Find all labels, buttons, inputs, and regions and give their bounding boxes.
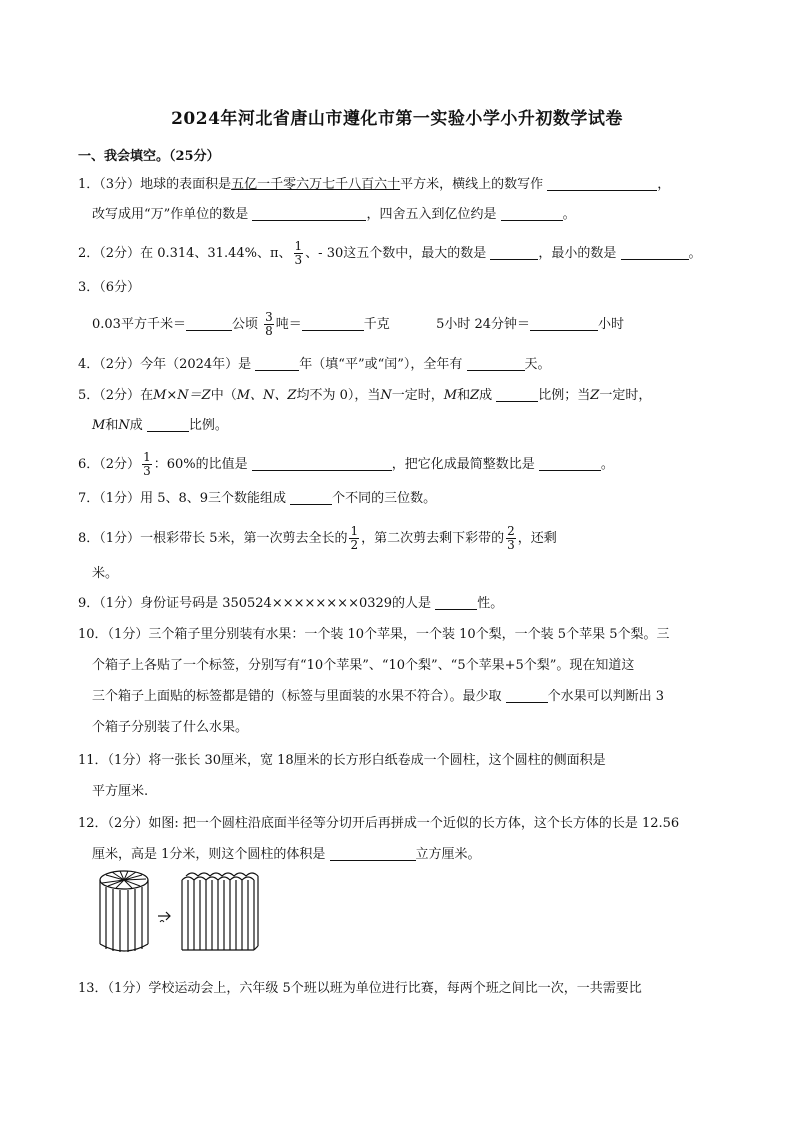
question-3-header: 3．（6分） [78, 280, 141, 295]
question-2: 2．（2分）在 0.314、31.44%、π、 $\frac{1}{3}$ 、- 30这五个数中，最大的数是 ，最小的数是 。 [78, 239, 702, 267]
answer-blank[interactable] [530, 316, 598, 331]
question-3-body: 0.03平方千米＝ 公顷 $\frac{3}{8}$ 吨＝ 千克 5小时 24分钟＝ 小时 [92, 310, 625, 338]
cylinder-drawing [100, 871, 148, 952]
question-8-line-1: 8．（1分）一根彩带长 5米，第一次剪去全长的 $\frac{1}{2}$ ，第二次剪去剩下彩带的 $\frac{2}{3}$ ，还剩 [78, 524, 557, 552]
answer-blank[interactable] [506, 688, 548, 703]
question-4: 4．（2分）今年（2024年）是 年（填“平”或“闰”），全年有 天。 [78, 357, 551, 372]
question-10-line-3: 三个箱子上面贴的标签都是错的（标签与里面装的水果不符合）。最少取 个水果可以判断出 3 [92, 689, 665, 704]
question-12-line-2: 厘米，高是 1分米，则这个圆柱的体积是 立方厘米。 [92, 847, 481, 862]
answer-blank[interactable] [252, 456, 392, 471]
answer-blank[interactable] [501, 206, 563, 221]
question-12-line-1: 12．（2分）如图: 把一个圆柱沿底面半径等分切开后再拼成一个近似的长方体，这个长方体的长是 12.56 [78, 816, 680, 831]
question-8-line-2: 米。 [92, 566, 119, 581]
answer-blank[interactable] [539, 456, 601, 471]
answer-blank[interactable] [302, 316, 364, 331]
question-10-line-4: 个箱子分别装了什么水果。 [92, 720, 249, 735]
fraction: $\frac{1}{2}$ [350, 524, 359, 552]
underlined-number-words: 五亿一千零六万七千八百六十 [231, 177, 401, 192]
answer-blank[interactable] [147, 417, 189, 432]
question-5-line-1: 5．（2分）在M×N＝Z中（M、N、Z均不为 0），当N一定时，M和Z成 比例；当Z一定时， [78, 388, 652, 403]
answer-blank[interactable] [490, 245, 538, 260]
arrow-icon [158, 912, 170, 922]
fraction: $\frac{1}{3}$ [143, 450, 151, 478]
question-1-line-2: 改写成用“万”作单位的数是 ，四舍五入到亿位约是 。 [92, 207, 576, 222]
answer-blank[interactable] [621, 245, 689, 260]
answer-blank[interactable] [547, 176, 657, 191]
section-heading: 一、我会填空。（25分） [78, 149, 220, 164]
question-10-line-2: 个箱子上各贴了一个标签，分别写有“10个苹果”、“10个梨”、“5个苹果+5个梨”。现在知道这 [92, 658, 635, 673]
fraction: $\frac{2}{3}$ [507, 524, 515, 552]
question-6: 6．（2分） $\frac{1}{3}$ ：60%的比值是 ，把它化成最简整数比是 。 [78, 450, 614, 478]
question-7: 7．（1分）用 5、8、9三个数能组成 个不同的三位数。 [78, 491, 437, 506]
question-11-line-2: 平方厘米. [92, 784, 149, 799]
question-1-line-1: 1．（3分）地球的表面积是五亿一千零六万七千八百六十平方米，横线上的数写作 ， [78, 177, 671, 192]
page-title: 2024年河北省唐山市遵化市第一实验小学小升初数学试卷 [171, 109, 623, 129]
answer-blank[interactable] [467, 356, 525, 371]
answer-blank[interactable] [186, 316, 232, 331]
fraction: $\frac{1}{3}$ [294, 239, 303, 267]
answer-blank[interactable] [290, 490, 332, 505]
answer-blank[interactable] [255, 356, 299, 371]
fraction: $\frac{3}{8}$ [265, 310, 273, 338]
answer-blank[interactable] [330, 846, 416, 861]
question-10-line-1: 10．（1分）三个箱子里分别装有水果：一个装 10个苹果，一个装 10个梨，一个装 5个苹果 5个梨。三 [78, 627, 670, 642]
question-5-line-2: M和N成 比例。 [92, 418, 228, 433]
answer-blank[interactable] [496, 387, 538, 402]
question-11-line-1: 11．（1分）将一张长 30厘米，宽 18厘米的长方形白纸卷成一个圆柱，这个圆柱的侧面积是 [78, 753, 606, 768]
question-9: 9．（1分）身份证号码是 350524××××××××0329的人是 性。 [78, 596, 504, 611]
cuboid-drawing [182, 873, 258, 950]
answer-blank[interactable] [435, 595, 477, 610]
cylinder-to-cuboid-figure [96, 866, 276, 956]
question-13-line-1: 13．（1分）学校运动会上，六年级 5个班以班为单位进行比赛，每两个班之间比一次，一共需要比 [78, 981, 642, 996]
answer-blank[interactable] [252, 206, 366, 221]
